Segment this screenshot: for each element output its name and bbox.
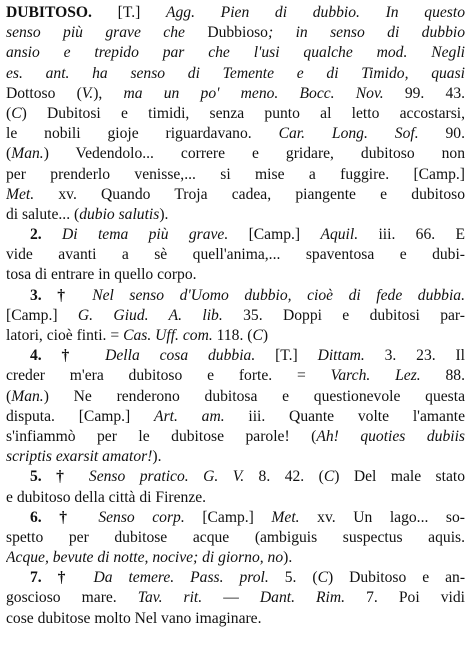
sense-number: 3. † xyxy=(30,286,93,304)
text-line xyxy=(6,43,465,63)
italic-text: Acque, bevute di notte, nocive; di giorno, no xyxy=(6,549,284,567)
italic-text: scriptis exarsit amator! xyxy=(6,448,153,466)
body-text: tosa di entrare in quello corpo. xyxy=(6,266,197,284)
body-text: ) Dubitoso e an- xyxy=(327,569,465,587)
text-line xyxy=(6,326,465,346)
body-text: ) Vedendolo... correre e gridare, dubitoso non xyxy=(43,145,465,163)
sense-number: 2. xyxy=(30,226,63,244)
body-text: 3. 23. Il xyxy=(364,347,465,365)
body-text: cose dubitose molto Nel vano imaginare. xyxy=(6,609,262,627)
body-text: 8. 42. ( xyxy=(244,468,324,486)
body-text: 7. Poi vidi xyxy=(345,589,465,607)
italic-text: C xyxy=(252,327,263,344)
text-line xyxy=(6,124,465,144)
italic-text: ma un po' meno. Bocc. Nov. xyxy=(123,84,384,102)
body-text: iii. 66. E xyxy=(358,226,465,244)
italic-text: Varch. Lez. xyxy=(330,367,421,385)
body-text: 99. 43. xyxy=(383,84,465,102)
body-text: ) xyxy=(262,327,269,344)
italic-text: Dant. Rim. xyxy=(259,589,346,607)
body-text: — xyxy=(202,589,260,607)
body-text: latori, cioè finti. = xyxy=(6,327,124,344)
body-text: 5. ( xyxy=(268,569,318,587)
text-line xyxy=(6,84,465,104)
italic-text: Senso pratico. G. V. xyxy=(88,468,245,486)
italic-text: Dittam. xyxy=(317,347,365,365)
italic-text: Agg. Pien di dubbio. In questo xyxy=(165,4,465,21)
body-text: xv. Quando Troja cadea, piangente e dubitoso xyxy=(34,185,465,203)
text-line xyxy=(6,548,465,568)
body-text: goscioso mare. xyxy=(6,589,138,607)
body-text: [T.] xyxy=(255,347,318,365)
body-text: di salute... ( xyxy=(6,205,80,223)
italic-text: Da temere. Pass. prol. xyxy=(93,569,269,587)
body-text: per prenderlo venisse,... si mise a fuggire. [Camp.] xyxy=(6,165,465,183)
body-text: disputa. [Camp.] xyxy=(6,407,155,425)
text-line xyxy=(6,609,465,629)
body-text: ) Del male stato xyxy=(334,468,465,486)
italic-text: Art. am. xyxy=(154,407,225,425)
italic-text: ; in senso di dubbio xyxy=(267,24,465,42)
body-text: Dottoso ( xyxy=(6,84,82,102)
body-text: 118. ( xyxy=(212,327,253,344)
text-line xyxy=(6,185,465,205)
body-text: s'infiammò per le dubitose parole! ( xyxy=(6,427,317,445)
body-text: ). xyxy=(159,205,169,223)
text-line xyxy=(6,588,465,608)
italic-text: e di xyxy=(274,64,362,82)
body-text: ( xyxy=(6,387,12,405)
body-text: [Camp.] xyxy=(6,306,78,324)
body-text: ), xyxy=(93,84,124,102)
text-line xyxy=(6,23,465,43)
body-text: e dubitoso della città di Firenze. xyxy=(6,488,207,506)
text-line xyxy=(6,528,465,548)
text-line xyxy=(6,205,465,225)
body-text: ). xyxy=(283,549,293,567)
italic-text: Senso corp. xyxy=(98,508,185,526)
italic-text: C xyxy=(323,468,335,486)
italic-text: Tav. rit. xyxy=(137,589,203,607)
italic-text: Man. xyxy=(11,387,44,405)
body-text: 90. xyxy=(418,125,465,143)
italic-text: G. Giud. A. lib. xyxy=(77,306,223,324)
italic-text: es. ant. ha senso di xyxy=(6,64,223,82)
body-text: Dubbioso xyxy=(207,24,268,42)
body-text: ). xyxy=(152,448,162,466)
body-text: [T.] xyxy=(91,4,166,21)
text-line xyxy=(6,64,465,84)
italic-text: Aquil. xyxy=(320,226,359,244)
body-text: iii. Quante volte l'amante xyxy=(224,407,465,425)
text-line xyxy=(6,245,465,265)
text-line xyxy=(6,427,465,447)
text-line xyxy=(6,104,465,124)
body-text: ( xyxy=(6,145,12,163)
italic-text: Cas. Uff. com. xyxy=(123,327,213,344)
italic-text: Met. xyxy=(6,185,35,203)
italic-text: Timido xyxy=(361,64,405,82)
text-line xyxy=(6,387,465,407)
text-line xyxy=(6,3,465,23)
body-text: ( xyxy=(6,104,12,122)
sense-number: 6. † xyxy=(30,508,99,526)
body-text: vide avanti a sè quell'anima,... spaventosa e dubi- xyxy=(6,246,465,264)
italic-text: Car. Long. Sof. xyxy=(278,125,419,143)
italic-text: V. xyxy=(81,84,94,102)
text-line xyxy=(6,568,465,588)
body-text: ) Dubitosi e timidi, senza punto al letto accostarsi, xyxy=(21,104,465,122)
italic-text: ansio e trepido par che l'usi qualche mod. Negli xyxy=(6,44,465,62)
text-line xyxy=(6,447,465,467)
dictionary-entry-dubitoso xyxy=(6,3,465,629)
body-text: ) Ne renderono dubitosa e questionevole questa xyxy=(43,387,465,405)
text-line xyxy=(6,265,465,285)
italic-text: Della cosa dubbia. xyxy=(105,347,256,365)
text-line xyxy=(6,467,465,487)
italic-text: dubio salutis xyxy=(79,205,160,223)
italic-text: C xyxy=(317,569,328,587)
italic-text: Di tema più grave. xyxy=(62,226,229,244)
body-text: [Camp.] xyxy=(184,508,272,526)
italic-text: , quasi xyxy=(404,64,465,82)
text-line xyxy=(6,144,465,164)
body-text: 35. Doppi e dubitosi par- xyxy=(222,306,465,324)
sense-number: 4. † xyxy=(30,347,106,365)
body-text: xv. Un lago... so- xyxy=(299,508,465,526)
text-line xyxy=(6,346,465,366)
body-text: [Camp.] xyxy=(228,226,321,244)
text-line xyxy=(6,508,465,528)
text-line xyxy=(6,306,465,326)
body-text: creder m'era dubitoso e forte. = xyxy=(6,367,331,385)
text-line xyxy=(6,366,465,386)
sense-number: DUBITOSO. xyxy=(6,4,92,21)
italic-text: C xyxy=(11,104,22,122)
body-text: spetto per dubitose acque (ambiguis suspectus aquis. xyxy=(6,528,465,546)
sense-number: 5. † xyxy=(30,468,89,486)
italic-text: Temente xyxy=(222,64,275,82)
text-line xyxy=(6,286,465,306)
italic-text: Met. xyxy=(271,508,300,526)
body-text: 88. xyxy=(420,367,465,385)
body-text: le nobili gioje riguardavano. xyxy=(6,125,279,143)
italic-text: Man. xyxy=(11,145,44,163)
text-line xyxy=(6,407,465,427)
italic-text: Ah! quoties dubiis xyxy=(316,427,465,445)
text-line xyxy=(6,165,465,185)
text-line xyxy=(6,225,465,245)
italic-text: Nel senso d'Uomo dubbio, cioè di fede dubbia. xyxy=(92,286,465,304)
italic-text: senso più grave che xyxy=(6,24,208,42)
text-line xyxy=(6,488,465,508)
sense-number: 7. † xyxy=(30,569,94,587)
